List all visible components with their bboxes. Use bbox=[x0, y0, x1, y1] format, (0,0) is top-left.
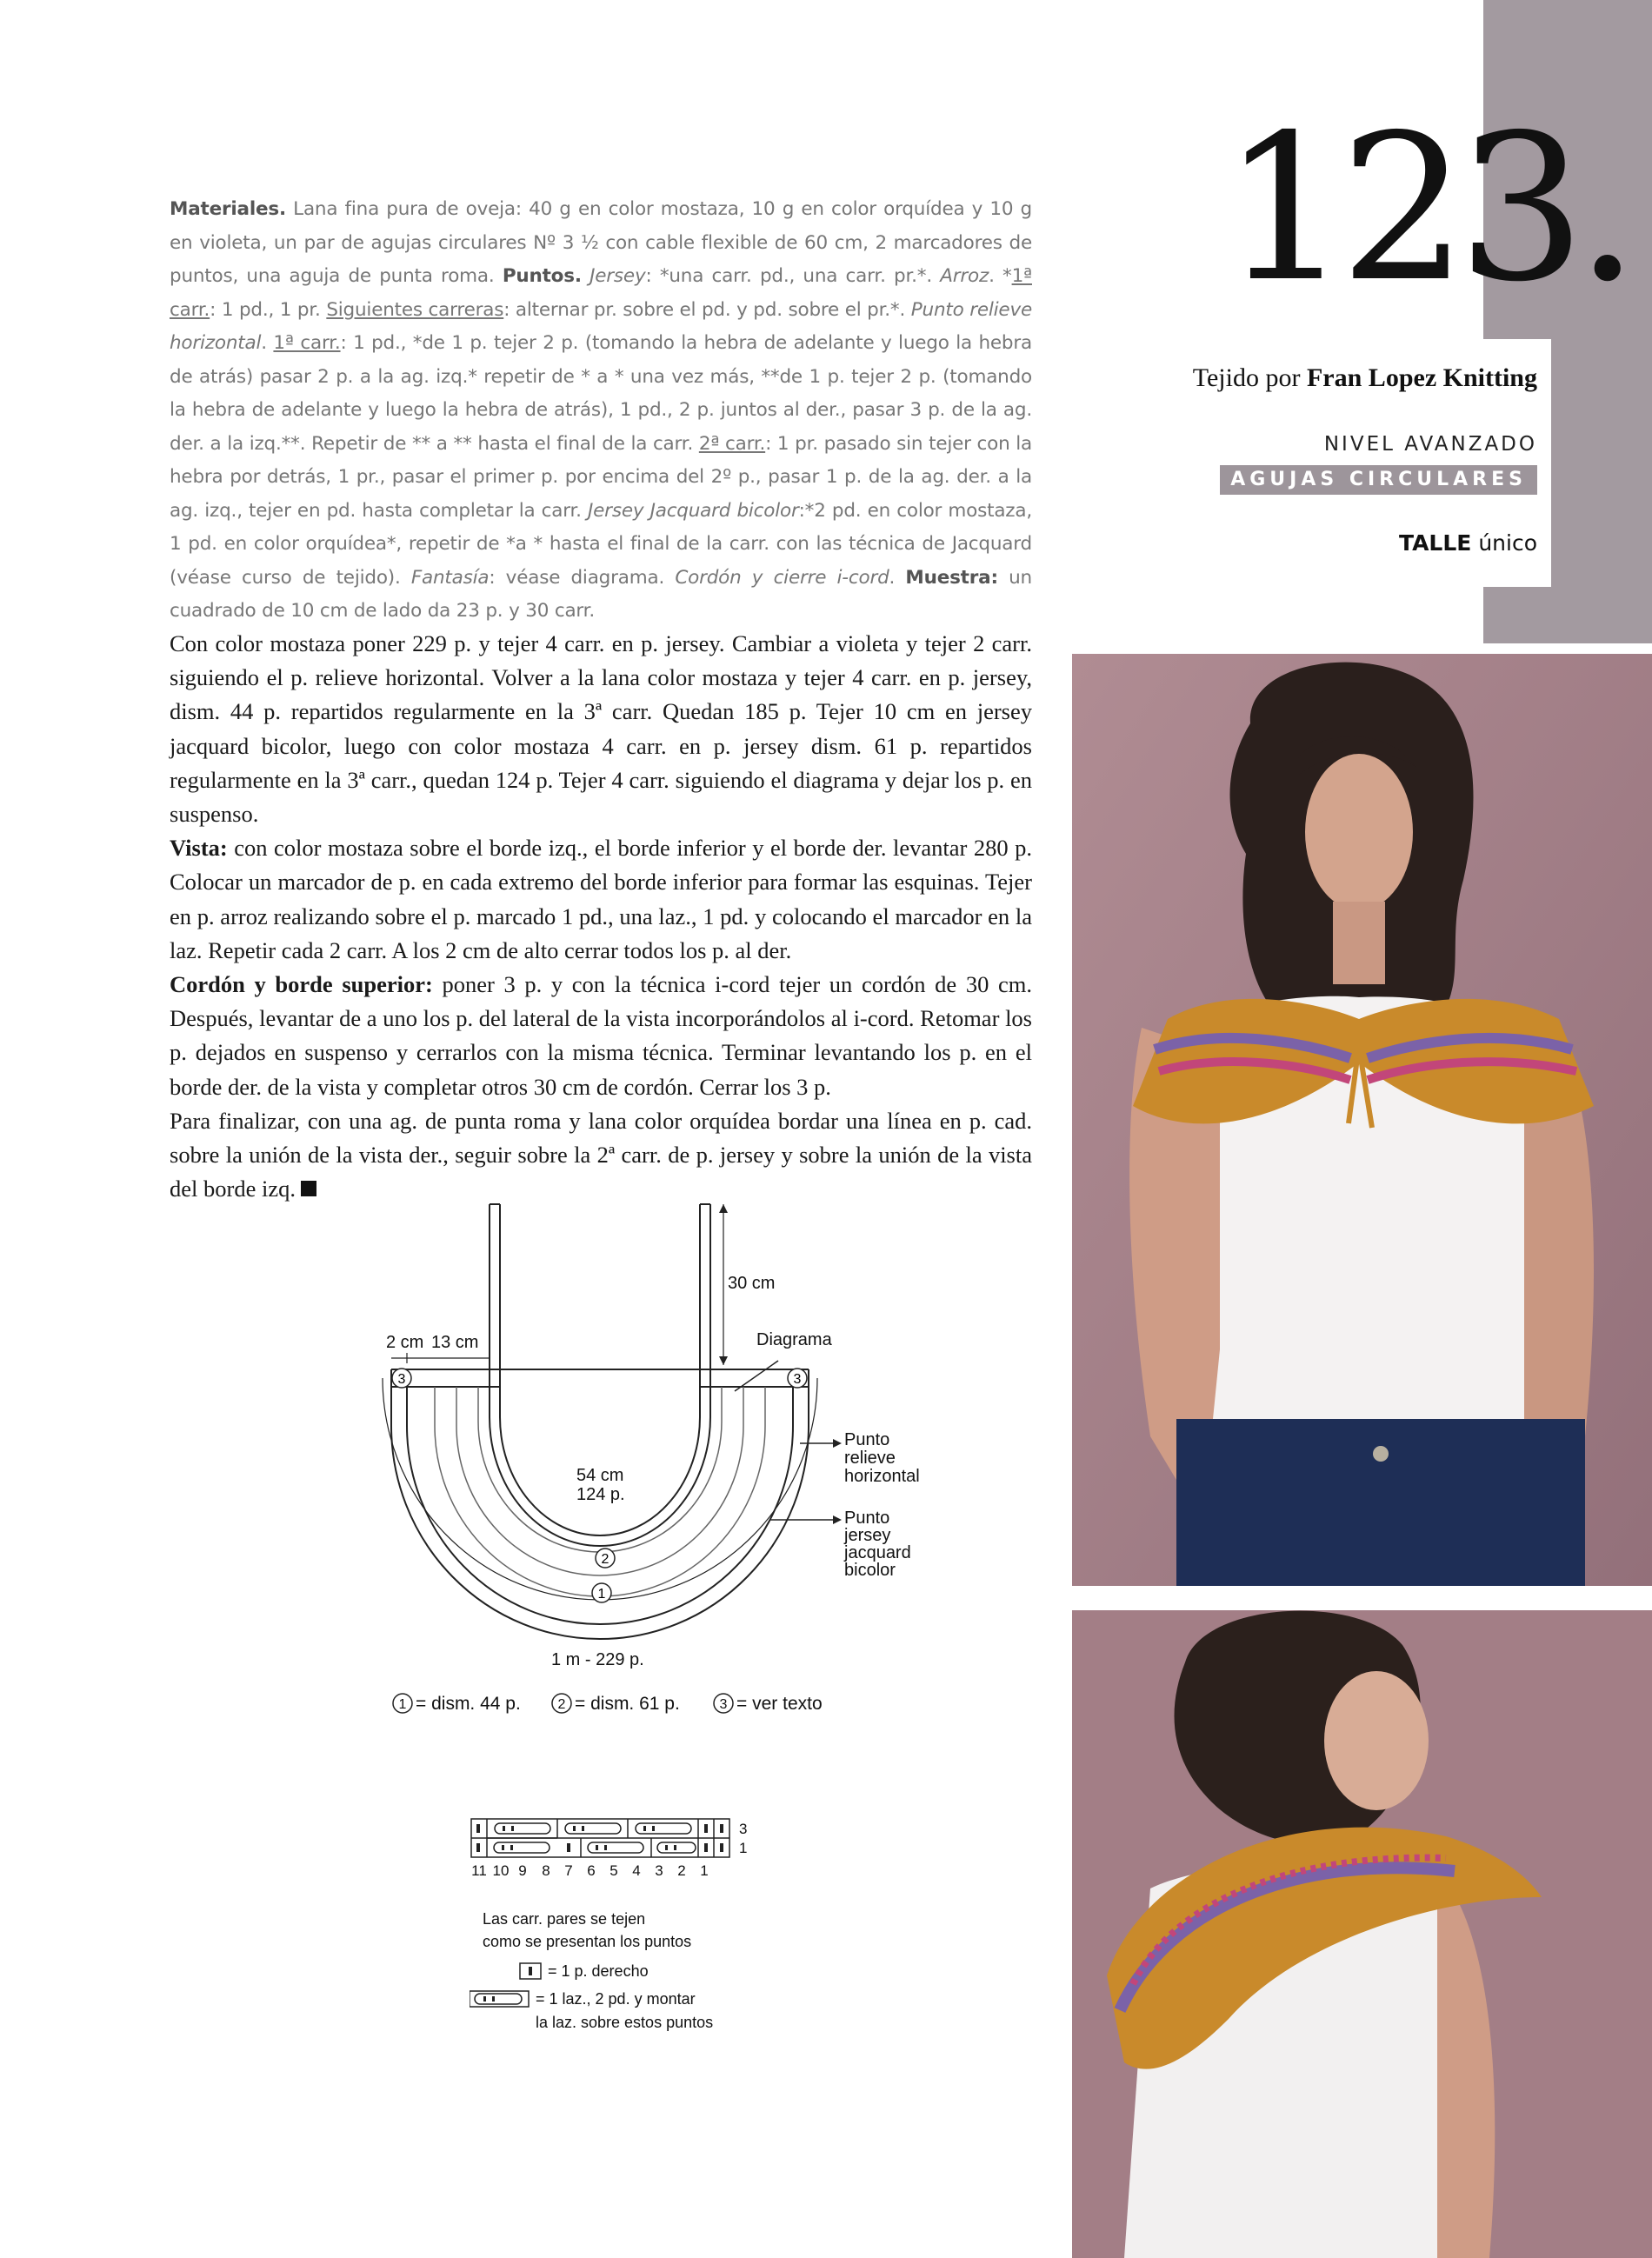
vista-text: con color mostaza sobre el borde izq., el borde inferior y el borde der. levantar 280 p. Colocar un marcador de p. en cada extremo del borde inferior para formar las esquinas. Tejer en p. arroz realizando sobre el p. marcado 1 pd., una laz., 1 pd. y colocando el marcador en la laz. Repetir cada 2 carr. A los 2 cm de alto cerrar todos los p. al der. bbox=[170, 835, 1032, 963]
stitch-text: : 1 pd., 1 pr. bbox=[210, 298, 327, 321]
row-label: 2ª carr. bbox=[698, 432, 766, 455]
schematic-diagram bbox=[365, 1191, 939, 1730]
column-number: 1 bbox=[700, 1862, 709, 1879]
instructions-vista bbox=[170, 831, 1032, 968]
inner-measure-label: 54 cm bbox=[576, 1466, 624, 1485]
bottom-measure-label: 1 m - 229 p. bbox=[551, 1650, 644, 1669]
stitch-name-fantasia: Fantasía bbox=[410, 566, 490, 589]
inner-stitches-label: 124 p. bbox=[576, 1485, 625, 1504]
jacquard-label-line4: bicolor bbox=[844, 1561, 896, 1580]
stitch-text: : véase diagrama. bbox=[489, 566, 676, 589]
stitch-name-jacquard: Jersey Jacquard bicolor bbox=[588, 499, 799, 522]
jacquard-label-line3: jacquard bbox=[844, 1543, 911, 1562]
credit-prefix: Tejido por bbox=[1192, 363, 1301, 392]
marker-1-text: 1 bbox=[597, 1587, 606, 1602]
designer-credit bbox=[1193, 363, 1537, 393]
cord-length-label: 30 cm bbox=[728, 1274, 776, 1293]
stitch-text: : *una carr. pd., una carr. pr.*. bbox=[645, 265, 941, 287]
column-number: 6 bbox=[587, 1862, 596, 1879]
stitch-text: : 1 pr. pasado sin tejer con la hebra por detrás, 1 pr., pasar el primer p. por encima del 2º p., pasar 1 p. de la ag. der. a la ag. izq., tejer en pd. hasta completar la carr. bbox=[170, 432, 1033, 522]
legend-3-number: 3 bbox=[719, 1697, 728, 1712]
legend-1-text: = dism. 44 p. bbox=[416, 1694, 521, 1714]
end-mark-icon bbox=[301, 1181, 316, 1196]
row-label: Siguientes carreras bbox=[326, 298, 504, 321]
chart-note-line2: como se presentan los puntos bbox=[483, 1933, 692, 1950]
column-number: 2 bbox=[677, 1862, 686, 1879]
materials-text: Lana fina pura de oveja: 40 g en color mostaza, 10 g en color orquídea y 10 g en violeta, un par de agujas circulares Nº 3 ½ con cable flexible de 60 cm, 2 marcadores de puntos, una aguja de punta roma. bbox=[170, 198, 1032, 287]
cordon-heading: Cordón y borde superior: bbox=[170, 971, 433, 998]
knit-stitch-mark bbox=[529, 1967, 532, 1975]
instructions-intro: Con color mostaza poner 229 p. y tejer 4 carr. en p. jersey. Cambiar a violeta y tejer 2 carr. siguiendo el p. relieve horizontal. Volver a la lana color mostaza y tejer 4 carr. en p. jersey, dism. 44 p. repartidos regularmente en la 3ª carr. Quedan 185 p. Tejer 10 cm en jersey jacquard bicolor, luego con color mostaza 4 carr. en p. jersey dism. 61 p. repartidos regularmente en la 3ª carr., quedan 124 p. Tejer 4 carr. siguiendo el diagrama y dejar los p. en suspenso. bbox=[170, 630, 1032, 828]
gauge-heading: Muestra: bbox=[905, 566, 998, 589]
relieve-label-line1: Punto bbox=[844, 1430, 890, 1449]
materials-heading: Materiales. bbox=[170, 198, 286, 220]
yo-stitch-mark bbox=[483, 1996, 486, 2002]
size-label: TALLE bbox=[1398, 530, 1472, 556]
designer-name: Fran Lopez Knitting bbox=[1306, 363, 1537, 392]
relieve-label-line2: relieve bbox=[844, 1449, 896, 1468]
chart-key bbox=[470, 1962, 713, 2031]
stitch-name-jersey: Jersey bbox=[590, 265, 646, 287]
key-yo-text-line2: la laz. sobre estos puntos bbox=[536, 2014, 714, 2031]
stitch-chart bbox=[470, 1808, 783, 2052]
stitch-text: :*2 pd. en color mostaza, 1 pd. en color orquídea*, repetir de *a * hasta el final de la carr. con las técnica de Jacquard (véase curso de tejido). bbox=[170, 499, 1032, 589]
column-number: 3 bbox=[655, 1862, 663, 1879]
relieve-label-line3: horizontal bbox=[844, 1467, 920, 1486]
model-front-illustration bbox=[1072, 654, 1652, 1586]
key-knit-text: = 1 p. derecho bbox=[548, 1962, 649, 1980]
row-label: 1ª carr. bbox=[170, 265, 1032, 321]
final-text: Para finalizar, con una ag. de punta roma y lana color orquídea bordar una línea en p. cad. sobre la unión de la vista der., seguir sobre la 2ª carr. de p. jersey y sobre la unión de la vista del borde izq. bbox=[170, 1107, 1032, 1202]
column-number: 7 bbox=[564, 1862, 573, 1879]
column-number: 10 bbox=[492, 1862, 510, 1879]
stitches-heading: Puntos. bbox=[502, 265, 582, 287]
column-number: 11 bbox=[471, 1862, 487, 1879]
row-number: 3 bbox=[739, 1821, 748, 1837]
instructions-cordon bbox=[170, 968, 1032, 1104]
space bbox=[582, 265, 590, 287]
model-side-illustration bbox=[1072, 1610, 1652, 2258]
legend-1-number: 1 bbox=[398, 1697, 407, 1712]
row-label: 1ª carr. bbox=[273, 332, 341, 354]
legend-2-number: 2 bbox=[557, 1697, 566, 1712]
chart-column-numbers bbox=[471, 1862, 709, 1879]
vista-heading: Vista: bbox=[170, 835, 228, 862]
column-number: 4 bbox=[632, 1862, 641, 1879]
stitch-name-arroz: Arroz bbox=[940, 265, 989, 287]
jacquard-label-line1: Punto bbox=[844, 1509, 890, 1528]
chart-note-line1: Las carr. pares se tejen bbox=[483, 1910, 646, 1928]
yo-stitch-mark bbox=[492, 1996, 495, 2002]
diagram-legend bbox=[393, 1694, 823, 1714]
column-number: 9 bbox=[518, 1862, 527, 1879]
diagram-pointer-label: Diagrama bbox=[756, 1330, 832, 1349]
legend-3-text: = ver texto bbox=[736, 1694, 823, 1714]
marker-2-text: 2 bbox=[601, 1552, 610, 1567]
stitch-text: : 1 pd., *de 1 p. tejer 2 p. (tomando la hebra de adelante y luego la hebra de atrás) pasar 2 p. a la ag. izq.* repetir de * a * una vez más, **de 1 p. tejer 2 p. (tomando la hebra de adelante y luego la hebra de atrás), 1 pd., 2 p. juntos al der., pasar 3 p. de la ag. der. a la izq.**. Repetir de ** a ** hasta el final de la carr. bbox=[170, 332, 1032, 455]
diagram-labels bbox=[386, 1274, 920, 1669]
cordon-text: poner 3 p. y con la técnica i-cord tejer un cordón de 30 cm. Después, levantar de a uno los p. del lateral de la vista incorporándolos al i-cord. Retomar los p. dejados en suspenso y cerrarlos con la misma técnica. Terminar levantando los p. en el borde der. de la vista y completar otros 30 cm de cordón. Cerrar los 3 p. bbox=[170, 971, 1032, 1100]
yo-stitch-oval bbox=[475, 1994, 522, 2004]
stitch-text: : alternar pr. sobre el pd. y pd. sobre el pr.*. bbox=[503, 298, 911, 321]
model-photo-side bbox=[1072, 1610, 1652, 2258]
marker-3-right-text: 3 bbox=[793, 1372, 802, 1387]
gauge-text: un cuadrado de 10 cm de lado da 23 p. y 30 carr. bbox=[170, 566, 1032, 622]
model-photo-front bbox=[1072, 654, 1652, 1586]
schematic-lines bbox=[383, 1204, 842, 1639]
difficulty-level: NIVEL AVANZADO bbox=[1323, 433, 1537, 456]
stitch-name-cordon: Cordón y cierre i-cord bbox=[675, 566, 889, 589]
materials-paragraph bbox=[170, 193, 1032, 629]
chart-row-numbers bbox=[739, 1821, 747, 1856]
size-info bbox=[1399, 530, 1537, 556]
stitch-text: . bbox=[261, 332, 274, 354]
column-number: 8 bbox=[542, 1862, 550, 1879]
column-number: 5 bbox=[610, 1862, 618, 1879]
row-number: 1 bbox=[739, 1840, 748, 1856]
chart-notes bbox=[483, 1910, 691, 1950]
instructions bbox=[170, 627, 1032, 1206]
technique-badge: AGUJAS CIRCULARES bbox=[1220, 465, 1537, 495]
marker-3-left-text: 3 bbox=[397, 1372, 406, 1387]
legend-2-text: = dism. 61 p. bbox=[575, 1694, 680, 1714]
pattern-number: 123. bbox=[1222, 91, 1629, 326]
jacquard-label-line2: jersey bbox=[844, 1526, 891, 1545]
stitch-name-relieve: Punto relieve horizontal bbox=[170, 298, 1033, 354]
size-value: único bbox=[1478, 530, 1537, 556]
stitch-text: . bbox=[889, 566, 906, 589]
stitch-text: . * bbox=[989, 265, 1012, 287]
border-width-label: 2 cm bbox=[386, 1333, 424, 1352]
top-width-label: 13 cm bbox=[431, 1333, 479, 1352]
key-yo-text-line1: = 1 laz., 2 pd. y montar bbox=[536, 1990, 696, 2008]
